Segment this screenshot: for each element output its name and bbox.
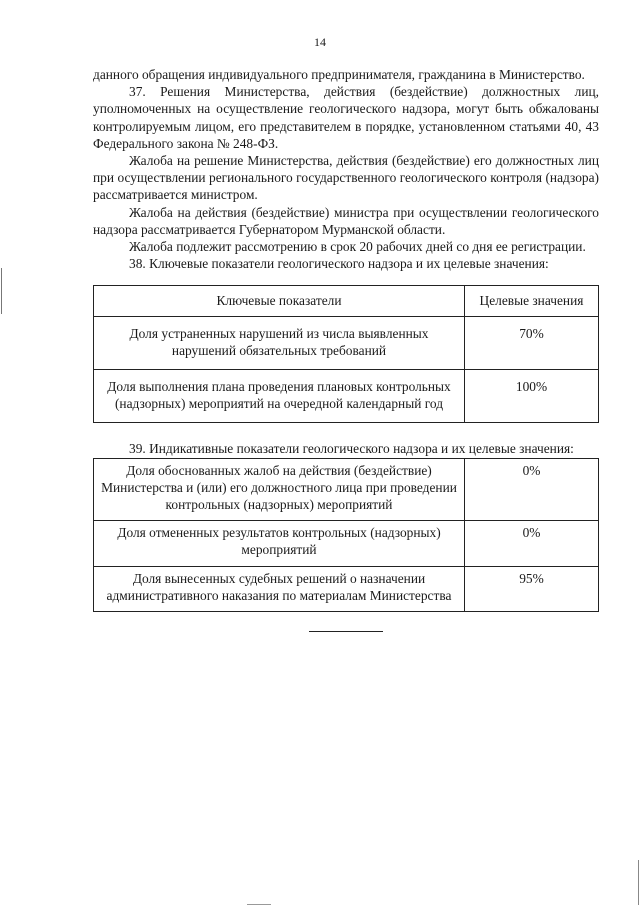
target-cell: 95%: [465, 566, 599, 611]
indicator-cell: Доля обоснованных жалоб на действия (бездействие) Министерства и (или) его должностного лица при проведении контрольных (надзорных) мероприятий: [94, 458, 465, 521]
indicative-indicators-table: [93, 458, 599, 612]
target-cell: 0%: [465, 458, 599, 521]
paragraph-continuation: данного обращения индивидуального предпринимателя, гражданина в Министерство.: [93, 67, 585, 82]
target-cell: 0%: [465, 521, 599, 566]
table-header-row: [94, 286, 599, 316]
indicator-cell: Доля устраненных нарушений из числа выявленных нарушений обязательных требований: [94, 316, 465, 369]
document-body: [93, 66, 599, 632]
paragraph-complaint-governor: Жалоба на действия (бездействие) министра при осуществлении геологического надзора рассматривается Губернатором Мурманской области.: [93, 204, 599, 237]
header-indicator: Ключевые показатели: [94, 286, 465, 316]
indicator-cell: Доля вынесенных судебных решений о назначении административного наказания по материалам Министерства: [94, 566, 465, 611]
target-cell: 100%: [465, 370, 599, 423]
indicator-cell: Доля отмененных результатов контрольных (надзорных) мероприятий: [94, 521, 465, 566]
target-cell: 70%: [465, 316, 599, 369]
page-number: 14: [314, 35, 326, 49]
paragraph-37: 37. Решения Министерства, действия (бездействие) должностных лиц, уполномоченных на осуществление геологического надзора, могут быть обжалованы контролируемым лицом, его представителем в порядке, установленном статьями 40, 43 Федерального закона № 248-ФЗ.: [93, 84, 599, 151]
end-of-document-line: [309, 631, 383, 632]
table-row: [94, 521, 599, 566]
table-row: [94, 458, 599, 521]
scan-margin-mark: [638, 860, 639, 905]
table-row: [94, 370, 599, 423]
scan-margin-mark: [1, 268, 2, 314]
header-target: Целевые значения: [465, 286, 599, 316]
paragraph-38: 38. Ключевые показатели геологического надзора и их целевые значения:: [129, 256, 549, 272]
paragraph-complaint-term: Жалоба подлежит рассмотрению в срок 20 рабочих дней со дня ее регистрации.: [129, 239, 586, 255]
key-indicators-table: [93, 285, 599, 423]
paragraph-complaint-minister: Жалоба на решение Министерства, действия (бездействие) его должностных лиц при осуществлении регионального государственного геологического контроля (надзора) рассматривается министром.: [93, 153, 599, 203]
table-row: [94, 316, 599, 369]
table-row: [94, 566, 599, 611]
indicator-cell: Доля выполнения плана проведения плановых контрольных (надзорных) мероприятий на очередной календарный год: [94, 370, 465, 423]
paragraph-39: 39. Индикативные показатели геологического надзора и их целевые значения:: [129, 441, 574, 457]
